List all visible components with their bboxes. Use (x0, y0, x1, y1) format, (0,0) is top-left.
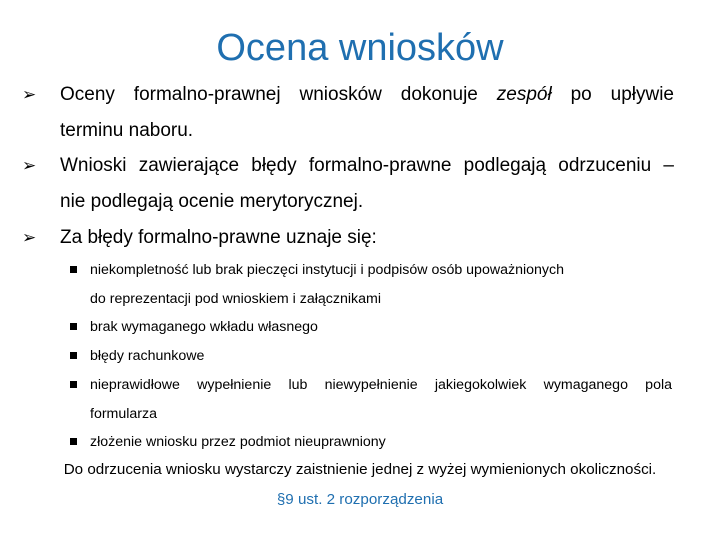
square-bullet-icon (70, 266, 77, 273)
sub-bullet-line: nieprawidłowe wypełnienie lub niewypełnienie jakiegokolwiek wymaganego pola (90, 377, 672, 393)
sub-bullet-item (70, 313, 672, 342)
arrow-bullet-icon: ➢ (22, 228, 37, 247)
square-bullet-icon (70, 352, 77, 359)
bullet-line: Wnioski zawierające błędy formalno-prawne podlegają odrzuceniu – (60, 155, 674, 176)
sub-bullet-line: złożenie wniosku przez podmiot nieuprawniony (90, 434, 386, 450)
emphasized-word: zespół (496, 84, 552, 105)
square-bullet-icon (70, 381, 77, 388)
bullet-item (22, 77, 674, 149)
bullet-item (22, 148, 674, 220)
sub-bullet-line: do reprezentacji pod wnioskiem i załącznikami (90, 290, 381, 307)
legal-reference: §9 ust. 2 rozporządzenia (276, 491, 444, 508)
sub-bullet-line: niekompletność lub brak pieczęci instytucji i podpisów osób upoważnionych (90, 262, 564, 278)
bullet-line: nie podlegają ocenie merytorycznej. (60, 191, 364, 212)
sub-bullet-item (70, 256, 672, 313)
sub-bullet-item (70, 342, 672, 371)
conclusion-note: Do odrzucenia wniosku wystarczy zaistnienie jednej z wyżej wymienionych okoliczności. (63, 461, 657, 478)
square-bullet-icon (70, 438, 77, 445)
bullet-item (22, 220, 674, 256)
sub-bullet-line: formularza (90, 405, 158, 422)
arrow-bullet-icon: ➢ (22, 156, 37, 175)
square-bullet-icon (70, 323, 77, 330)
sub-bullet-line: błędy rachunkowe (90, 348, 205, 364)
page-title: Ocena wniosków (216, 27, 504, 69)
arrow-bullet-icon: ➢ (22, 85, 37, 104)
bullet-line: Za błędy formalno-prawne uznaje się: (60, 227, 377, 248)
bullet-line: Oceny formalno-prawnej wniosków dokonuje zespół po upływie (60, 84, 674, 105)
sub-bullet-line: brak wymaganego wkładu własnego (90, 319, 318, 335)
sub-bullet-item (70, 428, 672, 457)
bullet-line: terminu naboru. (60, 120, 194, 141)
sub-bullet-item (70, 371, 672, 428)
